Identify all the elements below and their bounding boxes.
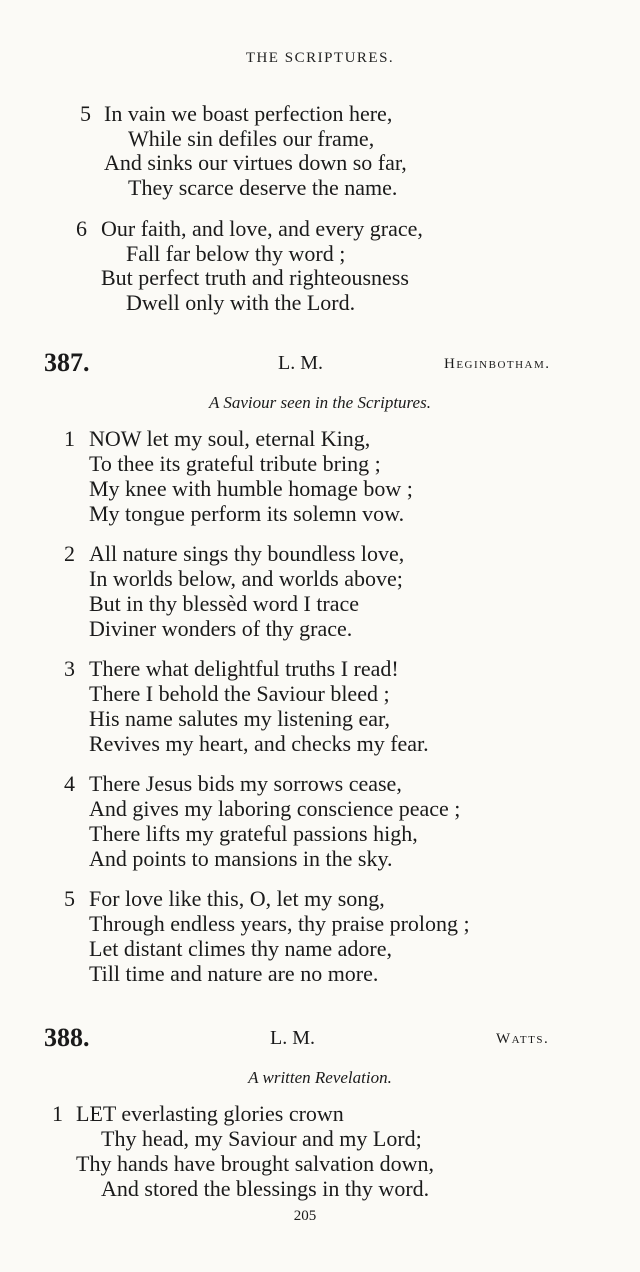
stanza-number: 1 <box>64 426 75 451</box>
verse-line: NOW let my soul, eternal King, <box>89 426 371 451</box>
hymn-number: 388. <box>44 1023 90 1052</box>
stanza-number: 5 <box>64 886 75 911</box>
verse-line: But in thy blessèd word I trace <box>89 591 360 616</box>
verse-line: Our faith, and love, and every grace, <box>101 216 423 241</box>
meter: L. M. <box>278 352 323 374</box>
verse-line: There Jesus bids my sorrows cease, <box>89 771 402 796</box>
stanza-number: 6 <box>76 216 87 241</box>
verse-line: His name salutes my listening ear, <box>89 706 390 731</box>
verse-line: All nature sings thy boundless love, <box>89 541 405 566</box>
stanza-number: 4 <box>64 771 75 796</box>
running-head: THE SCRIPTURES. <box>245 50 395 66</box>
verse-line: To thee its grateful tribute bring ; <box>89 451 381 476</box>
verse-line: Diviner wonders of thy grace. <box>89 616 353 641</box>
verse-line: Let distant climes thy name adore, <box>89 936 393 961</box>
hymn-number: 387. <box>44 348 90 377</box>
verse-line: In worlds below, and worlds above; <box>89 566 403 591</box>
verse-line: While sin defiles our frame, <box>128 126 375 151</box>
verse-line: Till time and nature are no more. <box>89 961 379 986</box>
verse-line: There lifts my grateful passions high, <box>89 821 418 846</box>
verse-line: There what delightful truths I read! <box>89 656 399 681</box>
verse-line: Revives my heart, and checks my fear. <box>89 731 429 756</box>
meter: L. M. <box>270 1027 315 1049</box>
verse-line: Dwell only with the Lord. <box>126 290 356 315</box>
stanza-number: 3 <box>64 656 75 681</box>
verse-line: Thy head, my Saviour and my Lord; <box>101 1126 422 1151</box>
author: Heginbotham. <box>444 356 551 372</box>
verse-line: Fall far below thy word ; <box>126 241 346 266</box>
hymn-subtitle: A written Revelation. <box>248 1068 392 1087</box>
verse-line: For love like this, O, let my song, <box>89 886 385 911</box>
verse-line: But perfect truth and righteousness <box>101 265 409 290</box>
verse-line: My tongue perform its solemn vow. <box>89 501 405 526</box>
page-number: 205 <box>293 1208 317 1224</box>
verse-line: LET everlasting glories crown <box>76 1101 344 1126</box>
stanza-number: 5 <box>80 101 91 126</box>
verse-line: And gives my laboring conscience peace ; <box>89 796 461 821</box>
verse-line: Through endless years, thy praise prolong ; <box>89 911 470 936</box>
stanza-number: 2 <box>64 541 75 566</box>
verse-line: In vain we boast perfection here, <box>104 101 393 126</box>
verse-line: They scarce deserve the name. <box>128 175 398 200</box>
stanza-number: 1 <box>52 1101 63 1126</box>
verse-line: Thy hands have brought salvation down, <box>76 1151 435 1176</box>
verse-line: My knee with humble homage bow ; <box>89 476 413 501</box>
verse-line: There I behold the Saviour bleed ; <box>89 681 390 706</box>
verse-line: And stored the blessings in thy word. <box>101 1176 430 1201</box>
verse-line: And sinks our virtues down so far, <box>104 150 407 175</box>
verse-line: And points to mansions in the sky. <box>89 846 393 871</box>
author: Watts. <box>496 1031 550 1047</box>
hymn-subtitle: A Saviour seen in the Scriptures. <box>209 393 431 412</box>
